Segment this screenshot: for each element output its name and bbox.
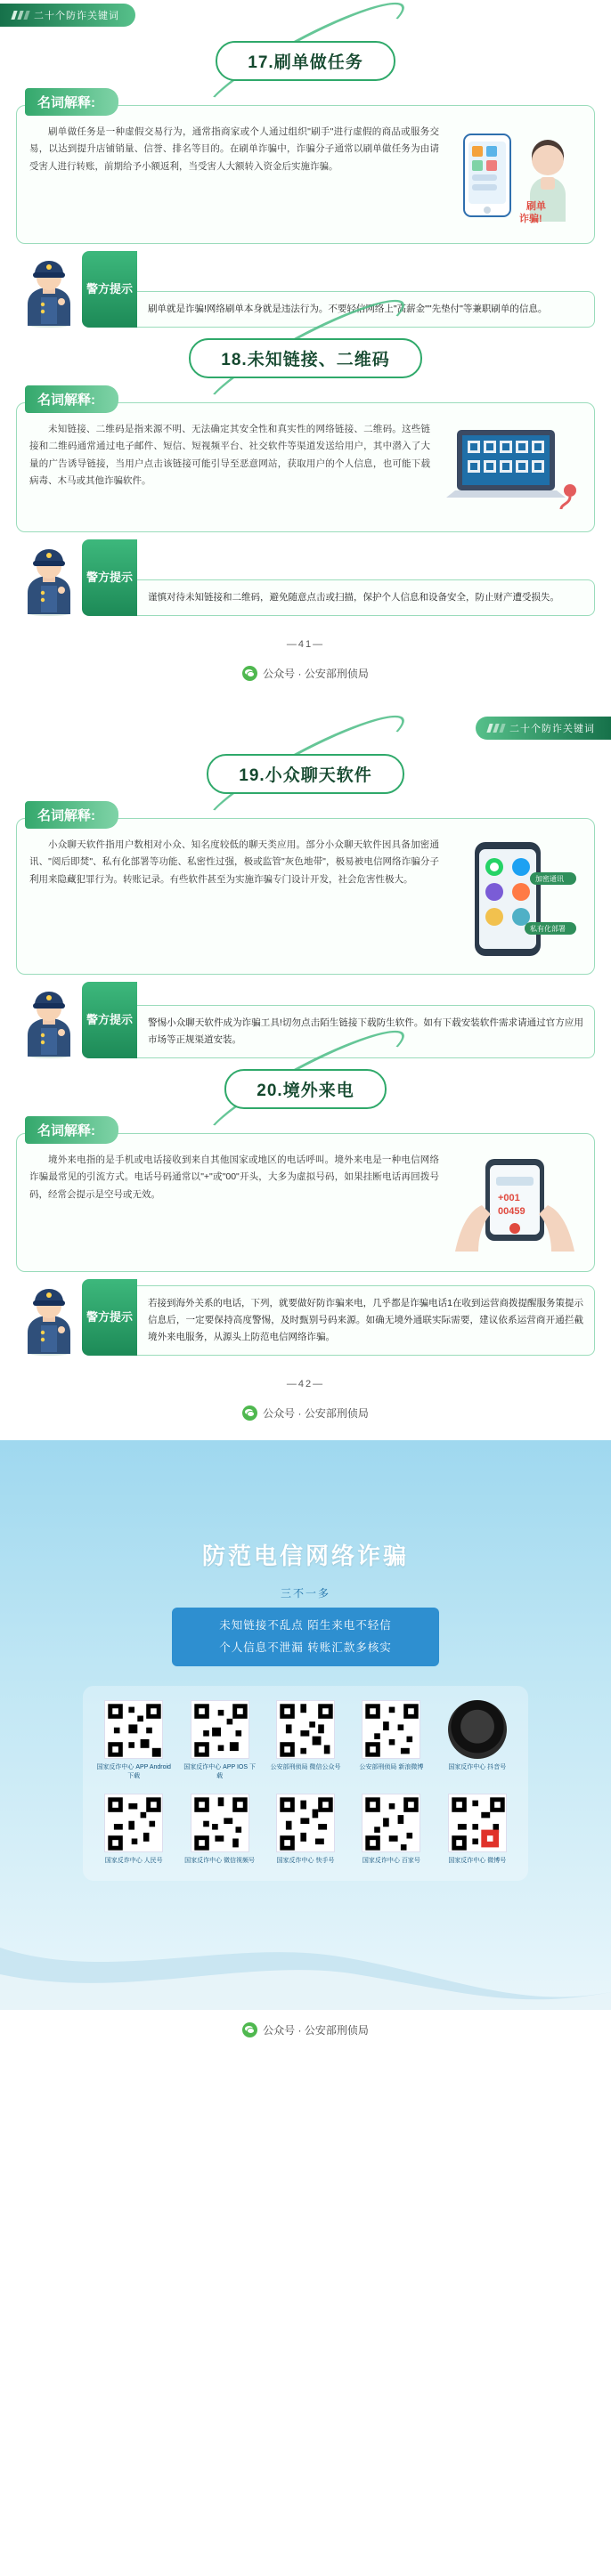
qr-code-image[interactable] (448, 1794, 507, 1852)
qr-caption: 国家反诈中心 微博号 (448, 1857, 507, 1864)
qr-item[interactable] (439, 1700, 516, 1781)
svg-text:私有化部署: 私有化部署 (530, 925, 566, 933)
police-tip-19 (16, 982, 595, 1058)
card-body (16, 402, 595, 532)
qr-caption: 国家反诈中心 快手号 (276, 1857, 335, 1864)
card-body-text: 刷单做任务是一种虚假交易行为，通常指商家或个人通过组织"刷手"进行虚假的商品或服务交易，以达到提升店铺销量、信誉、排名等目的。在刷单诈骗中，诈骗分子通常以刷单做任务为由请受害人进行转账，前期给予小额返利，当受害人大额转入资金后实施诈骗。 (29, 126, 439, 172)
illustration-phone-chat (448, 837, 582, 961)
qr-code-panel (83, 1686, 528, 1881)
ribbon-bar (476, 717, 611, 740)
qr-code-image[interactable] (362, 1700, 420, 1759)
section-title-text: 18.未知链接、二维码 (189, 338, 421, 378)
page-number: —41— (286, 639, 325, 650)
card-body-text: 未知链接、二维码是指来源不明、无法确定其安全性和真实性的网络链接、二维码。这些链接和二维码通常通过电子邮件、短信、短视频平台、社交软件等渠道发送给用户，其中潜入了大量的广告诱导链接，当用户点击该链接可能引导至恶意网站，获取用户的个人信息，也可能下载病毒、木马或其他诈骗软件。 (29, 424, 430, 487)
section-title-19 (0, 754, 611, 794)
qr-item[interactable] (181, 1700, 257, 1781)
ribbon-dashes-icon (12, 11, 29, 20)
qr-caption: 国家反诈中心 人民号 (104, 1857, 163, 1864)
police-tip-text: 刷单就是诈骗!网络刷单本身就是违法行为。不要轻信网络上"高薪金""先垫付"等兼职刷单的信息。 (137, 291, 595, 328)
slogan-line-2: 个人信息不泄漏 转账汇款多核实 (219, 1641, 392, 1654)
ribbon-bar (0, 4, 135, 27)
wave-decoration (0, 1841, 611, 2010)
wechat-footer-label: 公众号 · 公安部刑侦局 (263, 1407, 369, 1420)
wechat-footer (0, 1398, 611, 1431)
svg-text:00459: 00459 (498, 1206, 525, 1217)
police-officer-illustration (16, 251, 82, 328)
svg-text:加密通讯: 加密通讯 (535, 875, 564, 883)
explanation-card-18 (16, 385, 595, 532)
explanation-card-20 (16, 1116, 595, 1272)
page-ribbon-header (0, 713, 611, 743)
page-number: —42— (286, 1379, 325, 1389)
police-tip-18 (16, 539, 595, 616)
police-tip-label: 警方提示 (82, 1279, 137, 1356)
police-officer-illustration (16, 1279, 82, 1356)
wechat-icon (242, 666, 257, 681)
ribbon-dashes-icon (488, 724, 504, 733)
qr-item[interactable] (267, 1700, 344, 1781)
booklet-page-41 (0, 0, 611, 701)
wechat-footer-bottom (0, 2010, 611, 2055)
police-tip-17 (16, 251, 595, 328)
police-tip-text: 谨慎对待未知链接和二维码，避免随意点击或扫描，保护个人信息和设备安全，防止财产遭受损失。 (137, 579, 595, 616)
booklet-page-42 (0, 713, 611, 1440)
section-title-20 (0, 1069, 611, 1109)
ribbon-label: 二十个防诈关键词 (34, 11, 119, 21)
illustration-laptop-qr (439, 421, 582, 519)
explanation-card-17 (16, 88, 595, 244)
poster-title: 防范电信网络诈骗 (201, 1543, 409, 1569)
police-tip-label: 警方提示 (82, 982, 137, 1058)
section-title-17 (0, 41, 611, 81)
page-ribbon-header (0, 0, 611, 30)
section-title-text: 20.境外来电 (224, 1069, 386, 1109)
card-head-label: 名词解释: (25, 385, 118, 413)
card-body (16, 105, 595, 244)
police-tip-text: 若接到海外关系的电话，下列，就要做好防诈骗来电，几乎都是诈骗电话1在收到运营商拨提醒服务策提示信息后，一定要保持高度警惕，及时甄别号码来源。如确无境外通联实际需要，建议依系运营商开通拦截境外来电服务，从源头上防范电信网络诈骗。 (137, 1285, 595, 1356)
wechat-footer (0, 659, 611, 692)
card-body-text: 境外来电指的是手机或电话接收到来自其他国家或地区的电话呼叫。境外来电是一种电信网络诈骗最常见的引流方式。电话号码通常以"+"或"00"开头，大多为虚拟号码，如果挂断电话再回拨号码，经常会提示是空号或无效。 (29, 1154, 439, 1200)
qr-code-image[interactable] (104, 1794, 163, 1852)
qr-item[interactable] (95, 1700, 172, 1781)
qr-code-image[interactable] (191, 1794, 249, 1852)
police-tip-label: 警方提示 (82, 539, 137, 616)
qr-caption: 国家反诈中心 抖音号 (448, 1764, 507, 1770)
card-body (16, 818, 595, 975)
police-officer-illustration (16, 539, 82, 616)
poster-slogan-box (172, 1608, 439, 1666)
wechat-footer-label: 公众号 · 公安部刑侦局 (263, 2024, 369, 2037)
qr-item[interactable] (353, 1700, 429, 1781)
qr-code-image[interactable] (191, 1700, 249, 1759)
card-body-text: 小众聊天软件指用户数相对小众、知名度较低的聊天类应用。部分小众聊天软件因具备加密通讯、"阅后即焚"、私有化部署等功能、私密性过强，极或监管"灰色地带"，极易被电信网络诈骗分子利用来隐藏犯罪行为。转账记录。有些软件甚至为实施诈骗专门设计开发，社会危害性极大。 (29, 839, 439, 885)
page-divider (0, 701, 611, 713)
illustration-hand-phone (448, 1152, 582, 1259)
svg-text:+001: +001 (498, 1193, 520, 1203)
douyin-logo-icon[interactable] (448, 1700, 507, 1759)
qr-caption: 国家反诈中心 APP IOS 下载 (183, 1764, 256, 1779)
slogan-line-1: 未知链接不乱点 陌生来电不轻信 (219, 1619, 392, 1632)
card-head-label: 名词解释: (25, 801, 118, 829)
police-tip-label: 警方提示 (82, 251, 137, 328)
qr-code-image[interactable] (276, 1794, 335, 1852)
qr-code-image[interactable] (362, 1794, 420, 1852)
wechat-footer-label: 公众号 · 公安部刑侦局 (263, 668, 369, 680)
ribbon-label: 二十个防诈关键词 (509, 724, 595, 734)
police-tip-text: 警惕小众聊天软件成为诈骗工具!切勿点击陌生链接下载防生软件。如有下载安装软件需求请通过官方应用市场等正规渠道安装。 (137, 1005, 595, 1058)
qr-code-image[interactable] (104, 1700, 163, 1759)
police-tip-20 (16, 1279, 595, 1356)
section-title-text: 19.小众聊天软件 (207, 754, 403, 794)
qr-caption: 公安部刑侦局 微信公众号 (270, 1764, 341, 1770)
police-officer-illustration (16, 982, 82, 1058)
qr-code-image[interactable] (276, 1700, 335, 1759)
card-head-label: 名词解释: (25, 1116, 118, 1144)
wechat-icon (242, 1405, 257, 1421)
section-title-text: 17.刷单做任务 (216, 41, 395, 81)
poster-subtitle: 三不一多 (280, 1587, 330, 1600)
anti-fraud-poster (0, 1440, 611, 2010)
section-title-18 (0, 338, 611, 378)
svg-text:诈骗!: 诈骗! (519, 214, 542, 224)
card-body (16, 1133, 595, 1272)
qr-caption: 公安部刑侦局 新浪微博 (359, 1764, 424, 1770)
wechat-icon (242, 2022, 257, 2037)
illustration-phone-brush (448, 124, 582, 231)
qr-grid-row-1 (95, 1700, 516, 1781)
qr-caption: 国家反诈中心 百家号 (362, 1857, 420, 1864)
svg-text:刷单: 刷单 (526, 201, 546, 212)
qr-caption: 国家反诈中心 微信视频号 (184, 1857, 256, 1864)
explanation-card-19 (16, 801, 595, 975)
card-head-label: 名词解释: (25, 88, 118, 116)
qr-caption: 国家反诈中心 APP Android 下载 (96, 1764, 171, 1779)
